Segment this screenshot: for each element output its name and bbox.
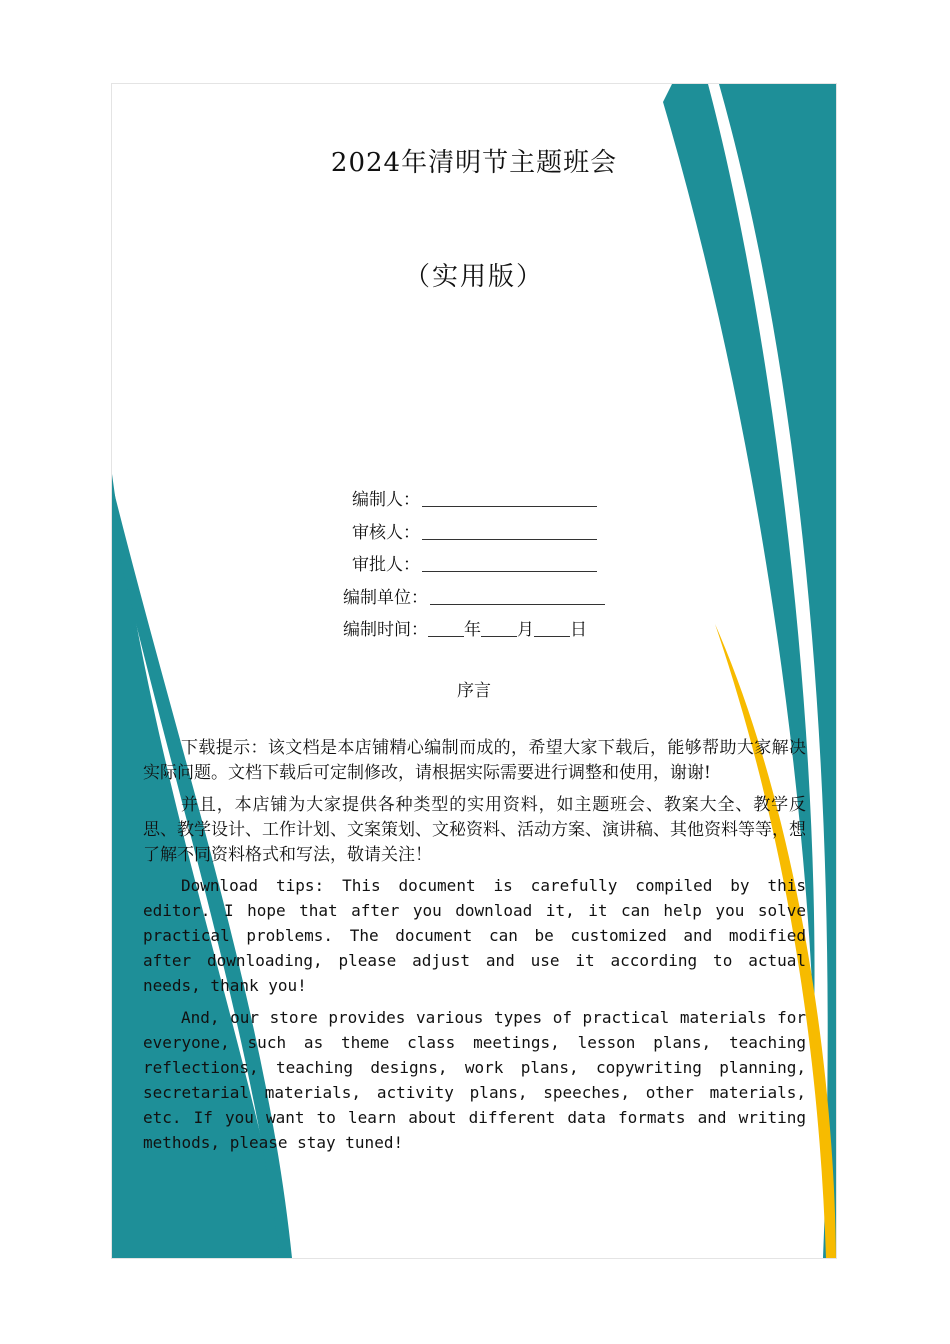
field-approver (112, 549, 836, 582)
field-reviewer-label: 审核人： (352, 522, 420, 543)
day-blank (534, 616, 570, 637)
field-approver-blank (422, 551, 597, 572)
document-title: 2024年清明节主题班会 (330, 148, 618, 178)
field-reviewer-blank (422, 519, 597, 540)
paragraph-materials-en: And, our store provides various types of practical materials for everyone, such as theme class meetings, lesson plans, teaching reflections, teaching designs, work plans, copywriting planning, secretarial materials, activity plans, speeches, other materials, etc. If you want to learn about different data formats and writing methods, please stay tuned! (143, 1008, 806, 1152)
day-label: 日 (570, 620, 587, 640)
month-label: 月 (517, 620, 534, 640)
year-blank (428, 616, 464, 637)
field-unit (112, 582, 836, 615)
preface-heading: 序言 (457, 681, 491, 701)
field-compiler-blank (422, 486, 597, 507)
month-blank (481, 616, 517, 637)
field-compiler-label: 编制人： (352, 490, 420, 510)
year-label: 年 (464, 620, 481, 640)
field-unit-label: 编制单位： (343, 587, 428, 608)
paragraph-materials-cn: 并且，本店铺为大家提供各种类型的实用资料，如主题班会、教案大全、教学反思、教学设计、工作计划、文案策划、文秘资料、活动方案、演讲稿、其他资料等等，想了解不同资料格式和写法，敬请关注！ (143, 794, 806, 866)
field-date (112, 614, 836, 647)
preface-body (143, 736, 806, 1162)
field-unit-blank (430, 584, 605, 605)
approval-fields (112, 484, 836, 647)
field-reviewer (112, 517, 836, 550)
document-subtitle: （实用版） (403, 262, 544, 292)
field-approver-label: 审批人： (352, 555, 420, 575)
paragraph-download-tip-en: Download tips: This document is carefully compiled by this editor. I hope that after you download it, it can help you solve practical problems. The document can be customized and modified after downloading, please adjust and use it according to actual needs, thank you! (143, 876, 806, 996)
document-page (111, 83, 837, 1259)
field-date-label: 编制时间： (343, 620, 428, 640)
field-compiler (112, 484, 836, 517)
paragraph-download-tip-cn: 下载提示：该文档是本店铺精心编制而成的，希望大家下载后，能够帮助大家解决实际问题。文档下载后可定制修改，请根据实际需要进行调整和使用，谢谢! (143, 738, 806, 784)
